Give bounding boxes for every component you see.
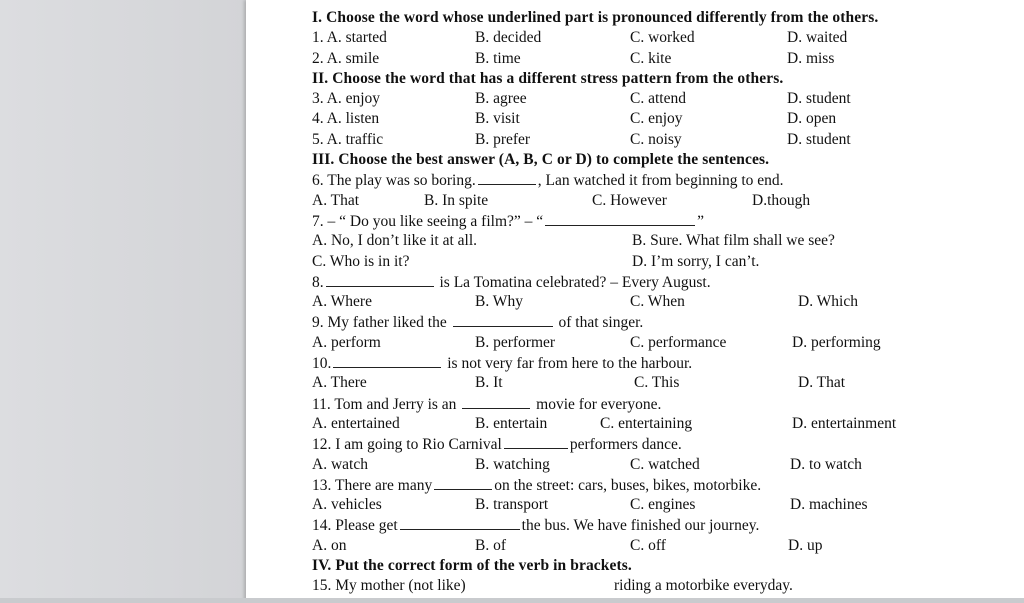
option-a: A. There: [312, 374, 367, 392]
option-b: B. visit: [475, 110, 520, 128]
option-a: 3. A. enjoy: [312, 90, 381, 108]
option-c: C. attend: [630, 90, 686, 108]
question-7-options-cd: [312, 252, 1012, 272]
option-c: C. worked: [630, 29, 695, 47]
option-a: A. No, I don’t like it at all.: [312, 232, 478, 250]
question-6-stem: 6. The play was so boring. , Lan watched it from beginning to end.: [312, 172, 784, 190]
question-2: [312, 49, 1012, 69]
question-6-options: [312, 191, 1012, 211]
option-c: C. Who is in it?: [312, 252, 410, 270]
option-b: B. decided: [475, 29, 542, 47]
option-b: B. It: [475, 374, 503, 392]
option-c: C. performance: [630, 333, 727, 351]
option-a: A. watch: [312, 455, 368, 473]
question-9-options: [312, 333, 1012, 353]
option-a: 2. A. smile: [312, 49, 380, 67]
option-b: B. time: [475, 49, 521, 67]
option-b: B. prefer: [475, 130, 531, 148]
option-c: C. entertaining: [600, 414, 693, 432]
question-10-stem: 10. is not very far from here to the harbour.: [312, 355, 693, 373]
question-12-stem: 12. I am going to Rio Carnival performers dance.: [312, 436, 682, 454]
option-b: B. performer: [475, 333, 556, 351]
question-7-options-ab: [312, 231, 1012, 251]
question-3: [312, 89, 1012, 109]
question-1: [312, 28, 1012, 48]
option-c: C. This: [634, 374, 680, 392]
option-b: B. agree: [475, 90, 527, 108]
option-d: D. Which: [798, 293, 858, 311]
section-heading-4: IV. Put the correct form of the verb in brackets.: [312, 557, 632, 575]
horizontal-scrollbar[interactable]: [0, 598, 1024, 603]
question-5: [312, 130, 1012, 150]
option-d: D. entertainment: [792, 414, 897, 432]
question-8-options: [312, 292, 1012, 312]
question-13-options: [312, 495, 1012, 515]
option-d: D. miss: [787, 49, 835, 67]
answer-blank: [462, 394, 530, 409]
option-b: B. transport: [475, 496, 549, 514]
option-c: C. When: [630, 293, 685, 311]
question-14-stem: 14. Please get the bus. We have finished our journey.: [312, 517, 760, 535]
section-heading-3: III. Choose the best answer (A, B, C or D) to complete the sentences.: [312, 151, 770, 169]
answer-blank: [333, 353, 441, 368]
question-10-options: [312, 373, 1012, 393]
option-d: D. to watch: [790, 455, 862, 473]
question-9-stem: 9. My father liked the of that singer.: [312, 314, 644, 332]
option-a: A. perform: [312, 333, 381, 351]
option-d: D. waited: [787, 29, 848, 47]
left-gutter: [0, 0, 246, 603]
option-c: C. enjoy: [630, 110, 683, 128]
option-d: D. machines: [790, 496, 868, 514]
question-11-options: [312, 414, 1012, 434]
question-11-stem: 11. Tom and Jerry is an movie for everyone.: [312, 395, 662, 413]
option-b: B. Sure. What film shall we see?: [632, 232, 835, 250]
option-c: C. watched: [630, 455, 700, 473]
option-c: C. engines: [630, 496, 696, 514]
option-d: D. I’m sorry, I can’t.: [632, 252, 760, 270]
option-a: 1. A. started: [312, 29, 387, 47]
answer-blank: [400, 515, 520, 530]
answer-blank: [545, 211, 695, 226]
option-d: D.though: [752, 191, 811, 209]
option-a: A. vehicles: [312, 496, 382, 514]
answer-blank: [478, 170, 536, 185]
question-13-stem: 13. There are many on the street: cars, buses, bikes, motorbike.: [312, 476, 762, 494]
answer-blank: [504, 434, 568, 449]
question-4: [312, 109, 1012, 129]
option-d: D. That: [798, 374, 846, 392]
option-a: 4. A. listen: [312, 110, 380, 128]
option-d: D. student: [787, 130, 851, 148]
option-d: D. up: [788, 536, 823, 554]
question-7-stem: 7. – “ Do you like seeing a film?” – “ ”: [312, 212, 705, 230]
option-a: A. on: [312, 536, 347, 554]
question-12-options: [312, 455, 1012, 475]
option-c: C. However: [592, 191, 667, 209]
answer-blank: [326, 272, 434, 287]
section-heading-1: I. Choose the word whose underlined part is pronounced differently from the others.: [312, 9, 879, 26]
option-b: B. Why: [475, 293, 523, 311]
option-a: 5. A. traffic: [312, 130, 384, 148]
answer-blank: [453, 312, 553, 327]
option-c: C. noisy: [630, 130, 682, 148]
question-14-options: [312, 536, 1012, 556]
answer-blank: [434, 475, 492, 490]
option-d: D. student: [787, 90, 851, 108]
option-b: B. entertain: [475, 414, 548, 432]
option-b: B. watching: [475, 455, 550, 473]
option-d: D. open: [787, 110, 837, 128]
option-c: C. kite: [630, 49, 672, 67]
option-a: A. Where: [312, 293, 372, 311]
option-a: A. entertained: [312, 414, 400, 432]
option-b: B. In spite: [424, 191, 489, 209]
worksheet-content: [312, 8, 1012, 597]
section-heading-2: II. Choose the word that has a different stress pattern from the others.: [312, 69, 784, 87]
question-15-stem: 15. My mother (not like) riding a motorbike everyday.: [312, 577, 793, 595]
option-a: A. That: [312, 191, 360, 209]
option-b: B. of: [475, 536, 506, 554]
question-8-stem: 8. is La Tomatina celebrated? – Every August.: [312, 273, 711, 291]
option-c: C. off: [630, 536, 666, 554]
option-d: D. performing: [792, 333, 881, 351]
